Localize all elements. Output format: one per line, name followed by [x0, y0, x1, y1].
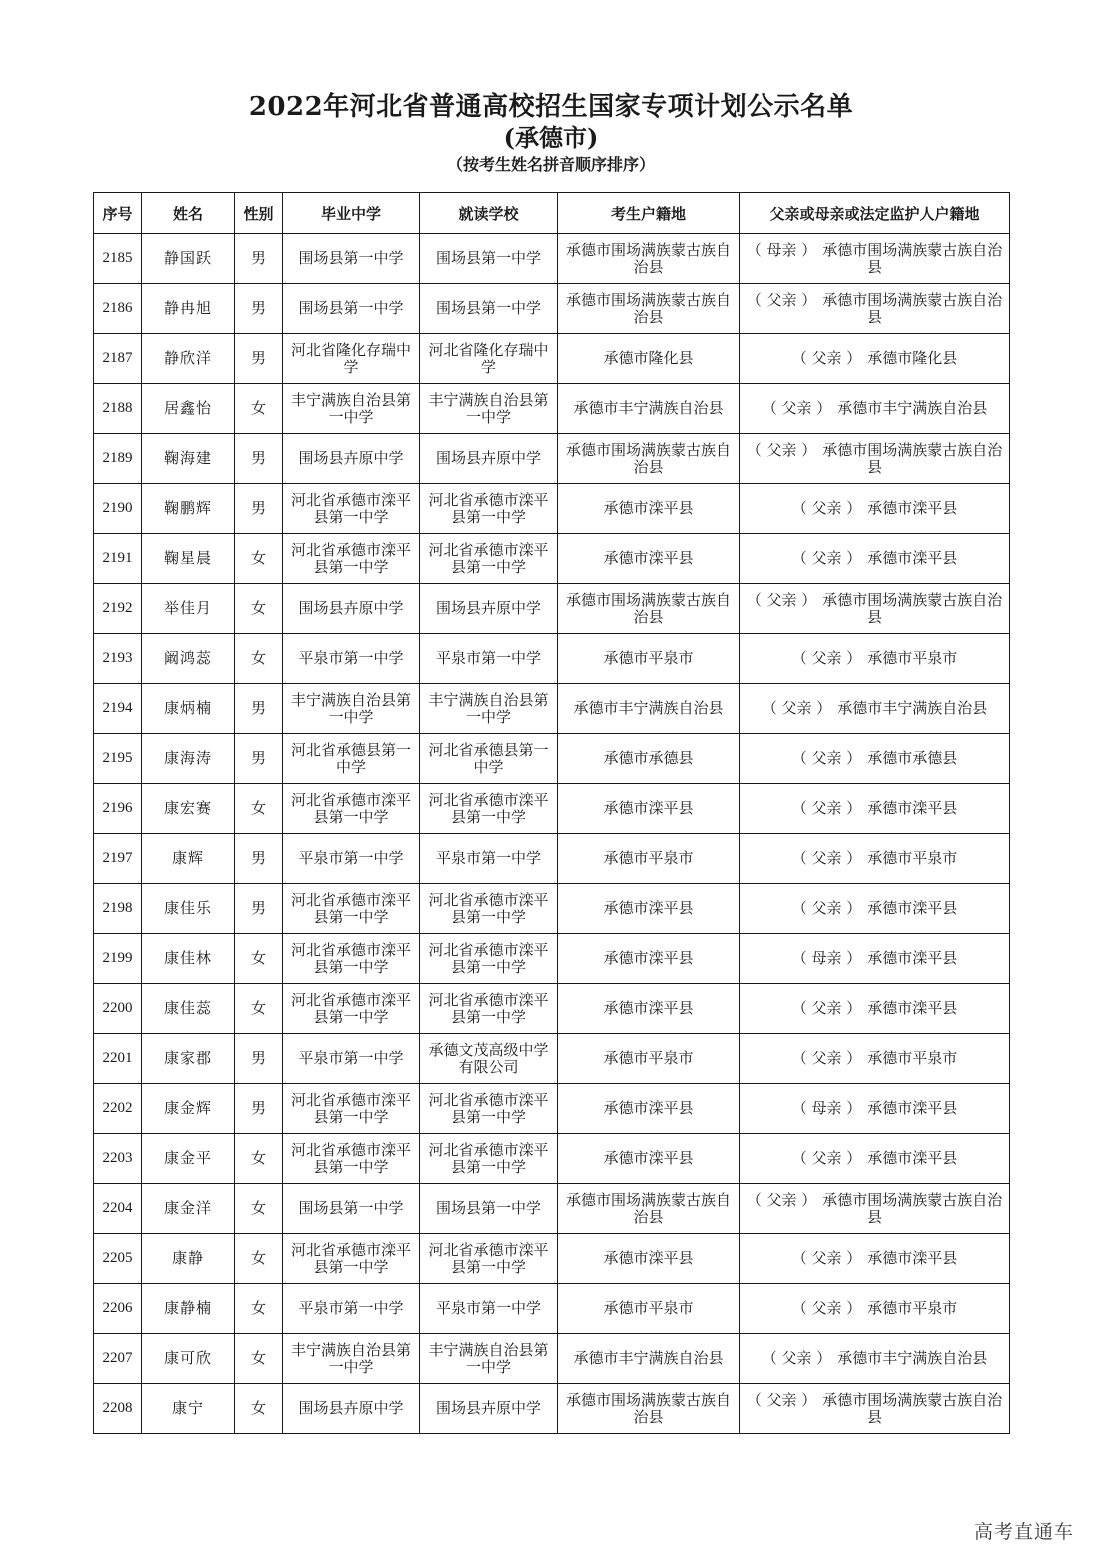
cell-serial: 2201	[94, 1034, 142, 1084]
guardian-place: 承德市围场满族蒙古族自治县	[822, 590, 1003, 626]
cell-gender: 女	[235, 534, 283, 584]
cell-name: 静国跃	[142, 234, 235, 284]
header-guardian-hukou: 父亲或母亲或法定监护人户籍地	[740, 193, 1010, 234]
cell-gender: 女	[235, 584, 283, 634]
cell-hukou: 承德市滦平县	[558, 884, 740, 934]
cell-gender: 女	[235, 784, 283, 834]
cell-gender: 男	[235, 1084, 283, 1134]
cell-guardian-hukou	[740, 1334, 1010, 1384]
cell-gender: 男	[235, 484, 283, 534]
cell-guardian-hukou	[740, 534, 1010, 584]
cell-hukou: 承德市围场满族蒙古族自治县	[558, 284, 740, 334]
guardian-place: 承德市围场满族蒙古族自治县	[822, 1190, 1003, 1226]
cell-gender: 男	[235, 434, 283, 484]
cell-hukou: 承德市滦平县	[558, 484, 740, 534]
cell-serial: 2190	[94, 484, 142, 534]
guardian-relation: （ 父亲 ）	[791, 649, 862, 667]
cell-current-school: 河北省承德市滦平县第一中学	[420, 884, 558, 934]
cell-grad-school: 丰宁满族自治县第一中学	[283, 1334, 420, 1384]
cell-guardian-hukou	[740, 634, 1010, 684]
cell-grad-school: 围场县第一中学	[283, 234, 420, 284]
cell-hukou: 承德市滦平县	[558, 984, 740, 1034]
cell-name: 康金平	[142, 1134, 235, 1184]
table-row	[94, 734, 1010, 784]
cell-hukou: 承德市丰宁满族自治县	[558, 684, 740, 734]
cell-guardian-hukou	[740, 1034, 1010, 1084]
cell-hukou: 承德市围场满族蒙古族自治县	[558, 1184, 740, 1234]
cell-grad-school: 河北省承德市滦平县第一中学	[283, 934, 420, 984]
cell-guardian-hukou	[740, 934, 1010, 984]
guardian-place: 承德市承德县	[867, 749, 958, 767]
cell-current-school: 河北省隆化存瑞中学	[420, 334, 558, 384]
cell-grad-school: 平泉市第一中学	[283, 1034, 420, 1084]
cell-current-school: 河北省承德市滦平县第一中学	[420, 984, 558, 1034]
cell-serial: 2205	[94, 1234, 142, 1284]
cell-grad-school: 围场县第一中学	[283, 1184, 420, 1234]
guardian-place: 承德市滦平县	[867, 949, 958, 967]
cell-gender: 男	[235, 884, 283, 934]
cell-current-school: 丰宁满族自治县第一中学	[420, 1334, 558, 1384]
cell-hukou: 承德市滦平县	[558, 784, 740, 834]
table-row	[94, 284, 1010, 334]
cell-grad-school: 河北省承德市滦平县第一中学	[283, 784, 420, 834]
table-row	[94, 434, 1010, 484]
header-serial: 序号	[94, 193, 142, 234]
cell-current-school: 平泉市第一中学	[420, 1284, 558, 1334]
table-row	[94, 784, 1010, 834]
cell-current-school: 河北省承德市滦平县第一中学	[420, 1134, 558, 1184]
cell-name: 康佳林	[142, 934, 235, 984]
guardian-relation: （ 父亲 ）	[791, 1049, 862, 1067]
cell-serial: 2191	[94, 534, 142, 584]
cell-hukou: 承德市承德县	[558, 734, 740, 784]
cell-current-school: 河北省承德市滦平县第一中学	[420, 934, 558, 984]
table-row	[94, 884, 1010, 934]
table-row	[94, 634, 1010, 684]
cell-name: 阚鸿蕊	[142, 634, 235, 684]
cell-grad-school: 河北省承德县第一中学	[283, 734, 420, 784]
cell-guardian-hukou	[740, 684, 1010, 734]
cell-gender: 女	[235, 1384, 283, 1434]
cell-guardian-hukou	[740, 384, 1010, 434]
guardian-relation: （ 父亲 ）	[791, 799, 862, 817]
guardian-place: 承德市滦平县	[867, 1249, 958, 1267]
cell-hukou: 承德市丰宁满族自治县	[558, 1334, 740, 1384]
cell-serial: 2192	[94, 584, 142, 634]
header-name: 姓名	[142, 193, 235, 234]
cell-grad-school: 河北省承德市滦平县第一中学	[283, 534, 420, 584]
cell-gender: 男	[235, 284, 283, 334]
table-row	[94, 1284, 1010, 1334]
header-hukou: 考生户籍地	[558, 193, 740, 234]
cell-grad-school: 平泉市第一中学	[283, 834, 420, 884]
guardian-place: 承德市围场满族蒙古族自治县	[822, 240, 1003, 276]
roster-table	[93, 192, 1010, 1434]
cell-gender: 女	[235, 634, 283, 684]
cell-current-school: 承德文茂高级中学有限公司	[420, 1034, 558, 1084]
cell-hukou: 承德市围场满族蒙古族自治县	[558, 1384, 740, 1434]
cell-hukou: 承德市围场满族蒙古族自治县	[558, 234, 740, 284]
table-body	[94, 234, 1010, 1434]
cell-current-school: 河北省承德市滦平县第一中学	[420, 784, 558, 834]
cell-serial: 2194	[94, 684, 142, 734]
guardian-relation: （ 父亲 ）	[791, 1299, 862, 1317]
watermark: 高考直通车	[973, 1521, 1074, 1543]
cell-hukou: 承德市滦平县	[558, 1134, 740, 1184]
guardian-relation: （ 父亲 ）	[791, 1249, 862, 1267]
table-row	[94, 984, 1010, 1034]
guardian-place: 承德市丰宁满族自治县	[837, 1349, 988, 1367]
cell-serial: 2189	[94, 434, 142, 484]
guardian-place: 承德市平泉市	[867, 1049, 958, 1067]
guardian-relation: （ 父亲 ）	[791, 849, 862, 867]
cell-guardian-hukou	[740, 584, 1010, 634]
table-row	[94, 1334, 1010, 1384]
cell-grad-school: 河北省承德市滦平县第一中学	[283, 884, 420, 934]
cell-name: 鞠星晨	[142, 534, 235, 584]
cell-gender: 男	[235, 834, 283, 884]
cell-grad-school: 围场县第一中学	[283, 284, 420, 334]
cell-name: 静冉旭	[142, 284, 235, 334]
cell-serial: 2208	[94, 1384, 142, 1434]
table-row	[94, 684, 1010, 734]
cell-name: 静欣洋	[142, 334, 235, 384]
guardian-place: 承德市滦平县	[867, 1099, 958, 1117]
cell-hukou: 承德市平泉市	[558, 834, 740, 884]
cell-name: 康宏赛	[142, 784, 235, 834]
cell-guardian-hukou	[740, 284, 1010, 334]
cell-grad-school: 丰宁满族自治县第一中学	[283, 384, 420, 434]
cell-guardian-hukou	[740, 984, 1010, 1034]
cell-gender: 女	[235, 1184, 283, 1234]
table-row	[94, 1084, 1010, 1134]
cell-guardian-hukou	[740, 784, 1010, 834]
guardian-place: 承德市隆化县	[867, 349, 958, 367]
cell-guardian-hukou	[740, 834, 1010, 884]
cell-guardian-hukou	[740, 1084, 1010, 1134]
cell-serial: 2188	[94, 384, 142, 434]
guardian-place: 承德市平泉市	[867, 649, 958, 667]
cell-hukou: 承德市围场满族蒙古族自治县	[558, 584, 740, 634]
guardian-place: 承德市平泉市	[867, 1299, 958, 1317]
cell-current-school: 围场县第一中学	[420, 234, 558, 284]
cell-name: 康静楠	[142, 1284, 235, 1334]
guardian-relation: （ 父亲 ）	[791, 899, 862, 917]
cell-serial: 2200	[94, 984, 142, 1034]
cell-guardian-hukou	[740, 1234, 1010, 1284]
cell-grad-school: 河北省承德市滦平县第一中学	[283, 1234, 420, 1284]
guardian-relation: （ 父亲 ）	[791, 549, 862, 567]
cell-gender: 男	[235, 234, 283, 284]
cell-current-school: 河北省承德市滦平县第一中学	[420, 1234, 558, 1284]
cell-serial: 2197	[94, 834, 142, 884]
table-row	[94, 1134, 1010, 1184]
cell-grad-school: 河北省承德市滦平县第一中学	[283, 484, 420, 534]
guardian-relation: （ 父亲 ）	[791, 349, 862, 367]
cell-grad-school: 河北省承德市滦平县第一中学	[283, 1084, 420, 1134]
guardian-place: 承德市滦平县	[867, 1149, 958, 1167]
guardian-relation: （ 母亲 ）	[791, 949, 862, 967]
cell-hukou: 承德市滦平县	[558, 1084, 740, 1134]
guardian-place: 承德市滦平县	[867, 999, 958, 1017]
cell-name: 康炳楠	[142, 684, 235, 734]
cell-current-school: 围场县卉原中学	[420, 584, 558, 634]
guardian-relation: （ 父亲 ）	[791, 999, 862, 1017]
table-row	[94, 334, 1010, 384]
document-title: 2022年河北省普通高校招生国家专项计划公示名单	[248, 92, 854, 122]
guardian-place: 承德市滦平县	[867, 799, 958, 817]
guardian-relation: （ 父亲 ）	[791, 749, 862, 767]
guardian-relation: （ 父亲 ）	[761, 1349, 832, 1367]
cell-serial: 2196	[94, 784, 142, 834]
cell-grad-school: 围场县卉原中学	[283, 1384, 420, 1434]
cell-gender: 女	[235, 1134, 283, 1184]
cell-name: 康家郡	[142, 1034, 235, 1084]
cell-guardian-hukou	[740, 484, 1010, 534]
table-row	[94, 934, 1010, 984]
cell-name: 鞠鹏辉	[142, 484, 235, 534]
table-row	[94, 234, 1010, 284]
cell-serial: 2207	[94, 1334, 142, 1384]
cell-name: 康静	[142, 1234, 235, 1284]
cell-current-school: 丰宁满族自治县第一中学	[420, 384, 558, 434]
guardian-place: 承德市丰宁满族自治县	[837, 399, 988, 417]
cell-guardian-hukou	[740, 1184, 1010, 1234]
guardian-relation: （ 父亲 ）	[746, 590, 817, 609]
cell-gender: 男	[235, 734, 283, 784]
cell-serial: 2199	[94, 934, 142, 984]
cell-grad-school: 河北省承德市滦平县第一中学	[283, 1134, 420, 1184]
cell-gender: 女	[235, 1234, 283, 1284]
table-row	[94, 384, 1010, 434]
guardian-place: 承德市滦平县	[867, 549, 958, 567]
cell-current-school: 围场县第一中学	[420, 284, 558, 334]
cell-gender: 男	[235, 1034, 283, 1084]
cell-hukou: 承德市滦平县	[558, 934, 740, 984]
cell-serial: 2204	[94, 1184, 142, 1234]
header-gender: 性别	[235, 193, 283, 234]
cell-guardian-hukou	[740, 1384, 1010, 1434]
guardian-relation: （ 父亲 ）	[746, 440, 817, 459]
cell-guardian-hukou	[740, 1134, 1010, 1184]
cell-hukou: 承德市平泉市	[558, 634, 740, 684]
table-row	[94, 1184, 1010, 1234]
cell-grad-school: 围场县卉原中学	[283, 434, 420, 484]
cell-serial: 2193	[94, 634, 142, 684]
cell-name: 康辉	[142, 834, 235, 884]
cell-serial: 2198	[94, 884, 142, 934]
table-header-row	[94, 193, 1010, 234]
cell-name: 康佳蕊	[142, 984, 235, 1034]
guardian-relation: （ 母亲 ）	[791, 1099, 862, 1117]
guardian-relation: （ 父亲 ）	[791, 499, 862, 517]
cell-current-school: 围场县卉原中学	[420, 434, 558, 484]
cell-hukou: 承德市滦平县	[558, 1234, 740, 1284]
guardian-relation: （ 父亲 ）	[791, 1149, 862, 1167]
cell-name: 鞠海建	[142, 434, 235, 484]
guardian-relation: （ 父亲 ）	[746, 290, 817, 309]
cell-current-school: 平泉市第一中学	[420, 634, 558, 684]
cell-grad-school: 河北省承德市滦平县第一中学	[283, 984, 420, 1034]
cell-guardian-hukou	[740, 234, 1010, 284]
cell-name: 康佳乐	[142, 884, 235, 934]
cell-grad-school: 丰宁满族自治县第一中学	[283, 684, 420, 734]
cell-serial: 2202	[94, 1084, 142, 1134]
cell-gender: 女	[235, 1284, 283, 1334]
sort-note: （按考生姓名拼音顺序排序）	[446, 155, 655, 174]
table-row	[94, 834, 1010, 884]
cell-serial: 2203	[94, 1134, 142, 1184]
cell-gender: 女	[235, 384, 283, 434]
guardian-place: 承德市围场满族蒙古族自治县	[822, 290, 1003, 326]
cell-grad-school: 围场县卉原中学	[283, 584, 420, 634]
guardian-place: 承德市滦平县	[867, 499, 958, 517]
cell-current-school: 平泉市第一中学	[420, 834, 558, 884]
cell-guardian-hukou	[740, 734, 1010, 784]
cell-serial: 2206	[94, 1284, 142, 1334]
table-row	[94, 1234, 1010, 1284]
cell-hukou: 承德市平泉市	[558, 1034, 740, 1084]
cell-current-school: 围场县第一中学	[420, 1184, 558, 1234]
cell-gender: 女	[235, 1334, 283, 1384]
cell-current-school: 丰宁满族自治县第一中学	[420, 684, 558, 734]
table-row	[94, 534, 1010, 584]
cell-name: 康可欣	[142, 1334, 235, 1384]
cell-gender: 男	[235, 334, 283, 384]
cell-serial: 2186	[94, 284, 142, 334]
cell-grad-school: 平泉市第一中学	[283, 634, 420, 684]
cell-current-school: 河北省承德市滦平县第一中学	[420, 484, 558, 534]
cell-name: 康海涛	[142, 734, 235, 784]
cell-hukou: 承德市滦平县	[558, 534, 740, 584]
table-row	[94, 1384, 1010, 1434]
header-grad-school: 毕业中学	[283, 193, 420, 234]
cell-serial: 2187	[94, 334, 142, 384]
cell-gender: 女	[235, 984, 283, 1034]
guardian-place: 承德市滦平县	[867, 899, 958, 917]
cell-hukou: 承德市隆化县	[558, 334, 740, 384]
cell-gender: 男	[235, 684, 283, 734]
cell-gender: 女	[235, 934, 283, 984]
cell-current-school: 围场县卉原中学	[420, 1384, 558, 1434]
table-row	[94, 584, 1010, 634]
guardian-relation: （ 父亲 ）	[761, 699, 832, 717]
guardian-place: 承德市平泉市	[867, 849, 958, 867]
cell-grad-school: 河北省隆化存瑞中学	[283, 334, 420, 384]
cell-hukou: 承德市丰宁满族自治县	[558, 384, 740, 434]
cell-current-school: 河北省承德市滦平县第一中学	[420, 534, 558, 584]
guardian-relation: （ 父亲 ）	[761, 399, 832, 417]
cell-guardian-hukou	[740, 1284, 1010, 1334]
region-subtitle: (承德市)	[503, 123, 599, 152]
cell-name: 康金辉	[142, 1084, 235, 1134]
cell-name: 康宁	[142, 1384, 235, 1434]
cell-name: 居鑫怡	[142, 384, 235, 434]
cell-hukou: 承德市围场满族蒙古族自治县	[558, 434, 740, 484]
cell-name: 康金洋	[142, 1184, 235, 1234]
cell-current-school: 河北省承德县第一中学	[420, 734, 558, 784]
cell-guardian-hukou	[740, 334, 1010, 384]
guardian-place: 承德市围场满族蒙古族自治县	[822, 440, 1003, 476]
cell-guardian-hukou	[740, 884, 1010, 934]
guardian-relation: （ 母亲 ）	[746, 240, 817, 259]
cell-grad-school: 平泉市第一中学	[283, 1284, 420, 1334]
guardian-place: 承德市丰宁满族自治县	[837, 699, 988, 717]
table-row	[94, 484, 1010, 534]
table-row	[94, 1034, 1010, 1084]
cell-guardian-hukou	[740, 434, 1010, 484]
cell-serial: 2185	[94, 234, 142, 284]
cell-hukou: 承德市平泉市	[558, 1284, 740, 1334]
cell-serial: 2195	[94, 734, 142, 784]
guardian-relation: （ 父亲 ）	[746, 1190, 817, 1209]
guardian-place: 承德市围场满族蒙古族自治县	[822, 1390, 1003, 1426]
cell-name: 举佳月	[142, 584, 235, 634]
cell-current-school: 河北省承德市滦平县第一中学	[420, 1084, 558, 1134]
header-current-school: 就读学校	[420, 193, 558, 234]
guardian-relation: （ 父亲 ）	[746, 1390, 817, 1409]
